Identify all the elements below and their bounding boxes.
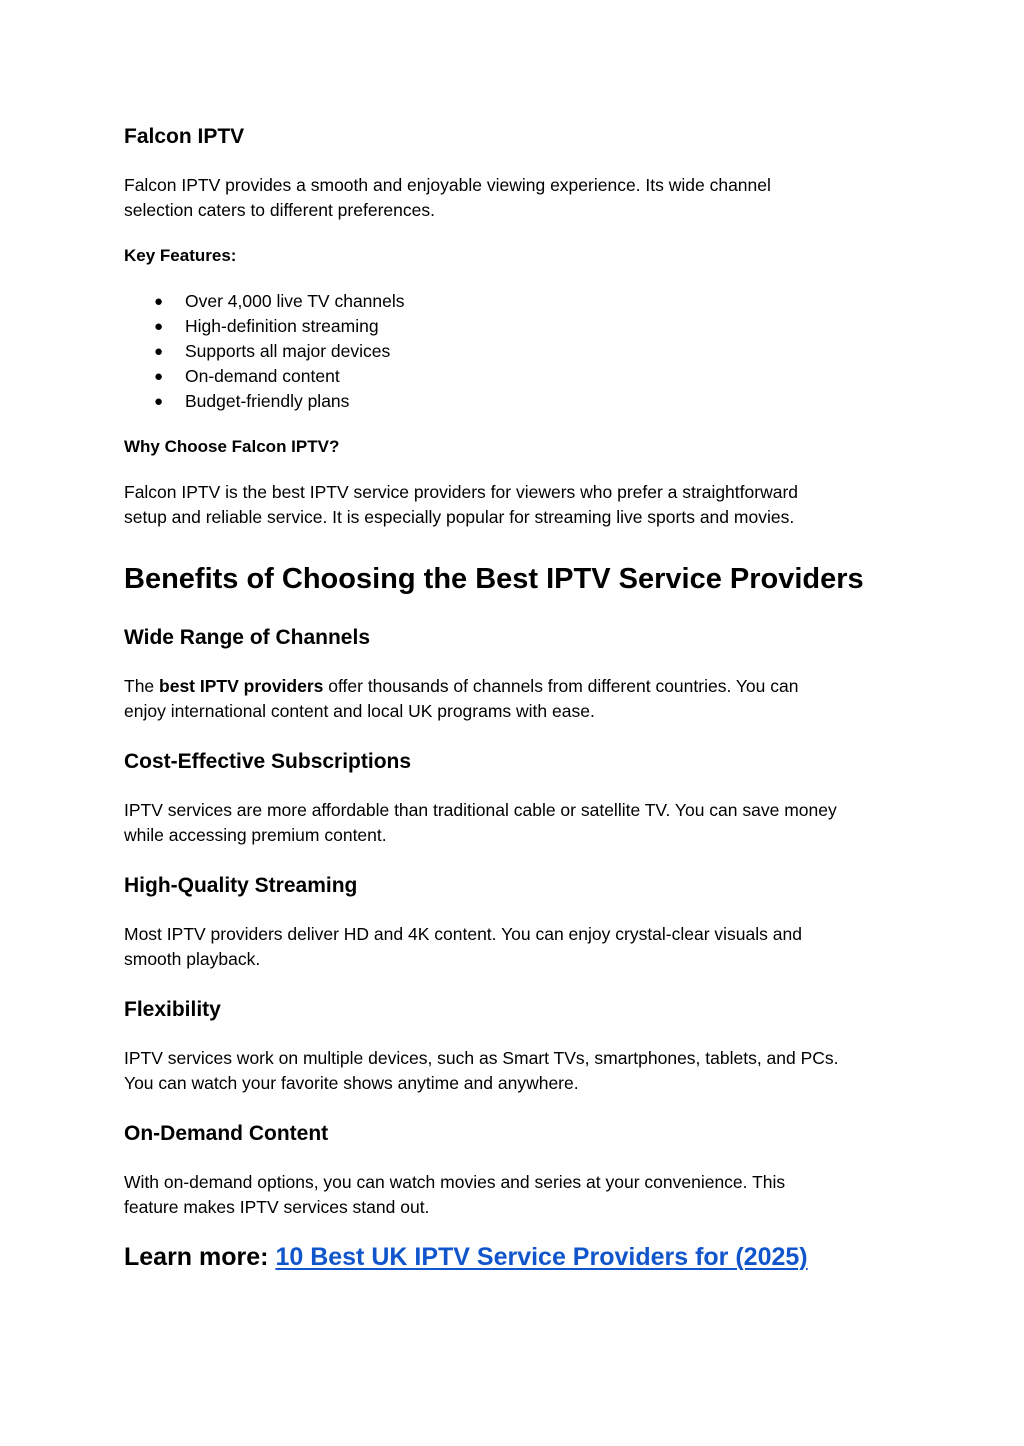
bullet-icon: ● — [154, 293, 164, 310]
paragraph-line: selection caters to different preferences. — [124, 200, 435, 220]
paragraph-line: feature makes IPTV services stand out. — [124, 1197, 430, 1217]
on-demand-paragraph — [124, 1170, 914, 1220]
bullet-icon: ● — [154, 393, 164, 410]
why-choose-heading: Why Choose Falcon IPTV? — [124, 437, 340, 456]
cost-effective-heading: Cost-Effective Subscriptions — [124, 750, 412, 773]
bullet-icon: ● — [154, 343, 164, 360]
bullet-icon: ● — [154, 318, 164, 335]
on-demand-heading: On-Demand Content — [124, 1122, 329, 1145]
paragraph-line — [124, 674, 914, 699]
why-choose-paragraph — [124, 480, 914, 530]
falcon-intro-paragraph — [124, 173, 914, 223]
paragraph-line: Falcon IPTV is the best IPTV service providers for viewers who prefer a straightforward — [124, 482, 799, 502]
paragraph-line: Falcon IPTV provides a smooth and enjoyable viewing experience. Its wide channel — [124, 175, 771, 195]
wide-range-heading: Wide Range of Channels — [124, 626, 371, 649]
flexibility-heading: Flexibility — [124, 998, 221, 1021]
learn-more-link[interactable]: 10 Best UK IPTV Service Providers for (2025) — [275, 1243, 808, 1271]
list-item-text: Over 4,000 live TV channels — [185, 291, 405, 311]
paragraph-line: while accessing premium content. — [124, 825, 387, 845]
wide-range-paragraph — [124, 674, 914, 724]
list-item-text: On-demand content — [185, 366, 340, 386]
key-features-heading: Key Features: — [124, 246, 237, 265]
list-item-text: High-definition streaming — [185, 316, 379, 336]
list-item-text: Budget-friendly plans — [185, 391, 350, 411]
learn-more-label: Learn more: — [124, 1243, 276, 1271]
paragraph-line: setup and reliable service. It is especially popular for streaming live sports and movies. — [124, 507, 795, 527]
flexibility-paragraph — [124, 1046, 914, 1096]
paragraph-line: IPTV services are more affordable than traditional cable or satellite TV. You can save money — [124, 800, 837, 820]
text-run: The — [124, 676, 160, 696]
paragraph-line: You can watch your favorite shows anytime and anywhere. — [124, 1073, 579, 1093]
falcon-iptv-heading: Falcon IPTV — [124, 125, 245, 148]
list-item-text: Supports all major devices — [185, 341, 391, 361]
bullet-icon: ● — [154, 368, 164, 385]
benefits-heading: Benefits of Choosing the Best IPTV Service Providers — [124, 563, 864, 595]
paragraph-line: IPTV services work on multiple devices, such as Smart TVs, smartphones, tablets, and PCs. — [124, 1048, 839, 1068]
learn-more-line — [124, 1240, 808, 1274]
paragraph-line: enjoy international content and local UK programs with ease. — [124, 701, 595, 721]
bold-phrase: best IPTV providers — [159, 676, 324, 696]
high-quality-heading: High-Quality Streaming — [124, 874, 358, 897]
text-run: offer thousands of channels from different countries. You can — [323, 676, 799, 696]
paragraph-line: With on-demand options, you can watch movies and series at your convenience. This — [124, 1172, 786, 1192]
high-quality-paragraph — [124, 922, 914, 972]
paragraph-line: Most IPTV providers deliver HD and 4K content. You can enjoy crystal-clear visuals and — [124, 924, 802, 944]
cost-effective-paragraph — [124, 798, 914, 848]
paragraph-line: smooth playback. — [124, 949, 261, 969]
